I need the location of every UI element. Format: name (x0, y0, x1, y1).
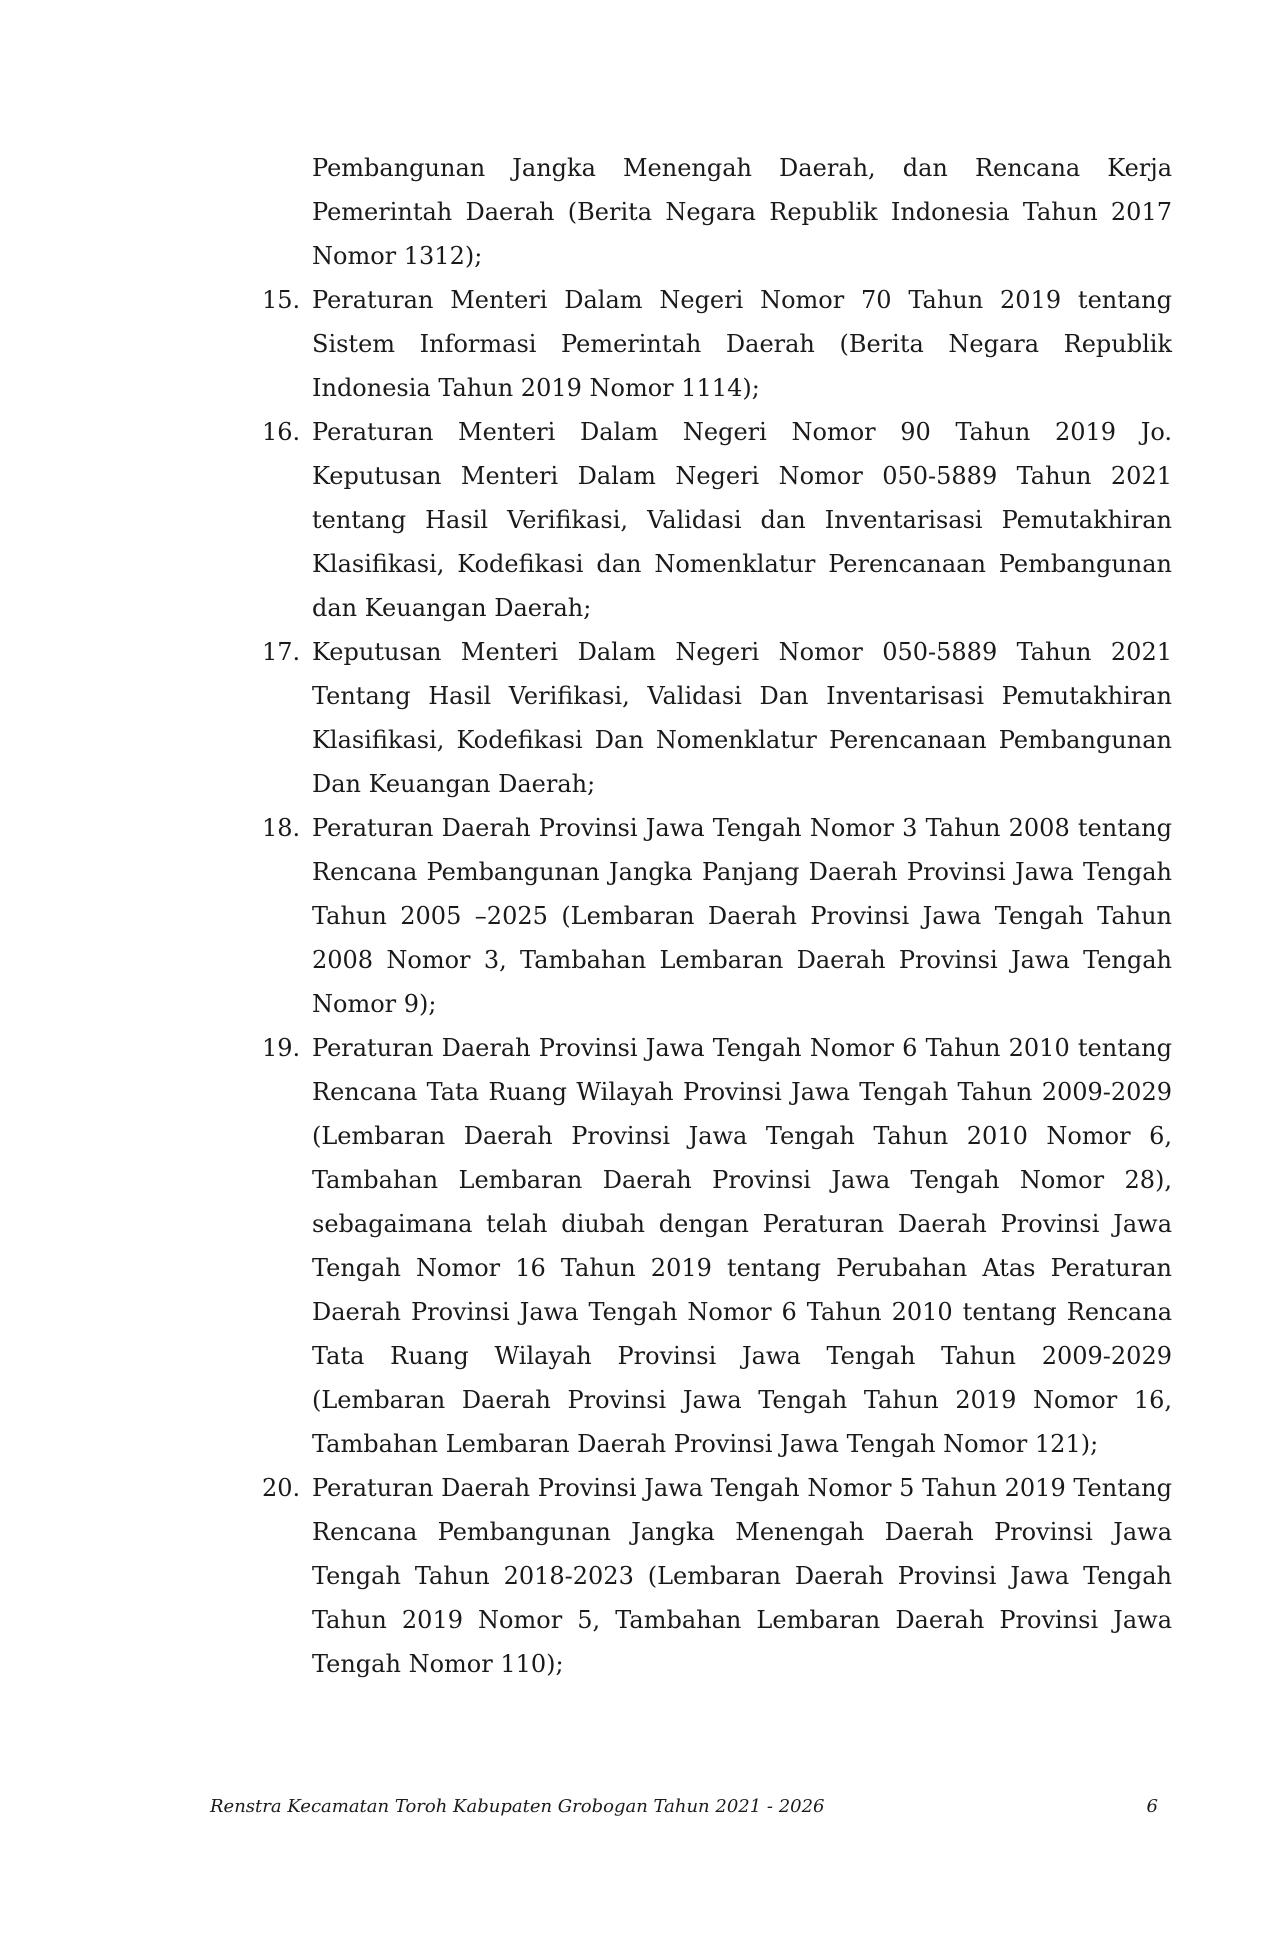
page-footer (210, 1796, 1158, 1817)
list-item (262, 806, 1172, 1026)
document-body (262, 146, 1172, 1686)
list-item-text: Peraturan Daerah Provinsi Jawa Tengah Nomor 3 Tahun 2008 tentang Rencana Pembangunan Jangka Panjang Daerah Provinsi Jawa Tengah Tahun 2005 –2025 (Lembaran Daerah Provinsi Jawa Tengah Tahun 2008 Nomor 3, Tambahan Lembaran Daerah Provinsi Jawa Tengah Nomor 9); (312, 814, 1172, 1018)
list-item-number: 16. (262, 418, 301, 446)
list-item (262, 1466, 1172, 1686)
list-item-text: Peraturan Menteri Dalam Negeri Nomor 70 Tahun 2019 tentang Sistem Informasi Pemerintah Daerah (Berita Negara Republik Indonesia Tahun 2019 Nomor 1114); (312, 286, 1172, 402)
list-item-number: 17. (262, 638, 301, 666)
list-item-text: Peraturan Daerah Provinsi Jawa Tengah Nomor 6 Tahun 2010 tentang Rencana Tata Ruang Wilayah Provinsi Jawa Tengah Tahun 2009-2029 (Lembaran Daerah Provinsi Jawa Tengah Tahun 2010 Nomor 6, Tambahan Lembaran Daerah Provinsi Jawa Tengah Nomor 28), sebagaimana telah diubah dengan Peraturan Daerah Provinsi Jawa Tengah Nomor 16 Tahun 2019 tentang Perubahan Atas Peraturan Daerah Provinsi Jawa Tengah Nomor 6 Tahun 2010 tentang Rencana Tata Ruang Wilayah Provinsi Jawa Tengah Tahun 2009-2029 (Lembaran Daerah Provinsi Jawa Tengah Tahun 2019 Nomor 16, Tambahan Lembaran Daerah Provinsi Jawa Tengah Nomor 121); (312, 1034, 1172, 1458)
list-item-text: Keputusan Menteri Dalam Negeri Nomor 050-5889 Tahun 2021 Tentang Hasil Verifikasi, Validasi Dan Inventarisasi Pemutakhiran Klasifikasi, Kodefikasi Dan Nomenklatur Perencanaan Pembangunan Dan Keuangan Daerah; (312, 638, 1172, 798)
footer-document-title: Renstra Kecamatan Toroh Kabupaten Grobogan Tahun 2021 - 2026 (210, 1796, 825, 1817)
list-item-text: Peraturan Daerah Provinsi Jawa Tengah Nomor 5 Tahun 2019 Tentang Rencana Pembangunan Jangka Menengah Daerah Provinsi Jawa Tengah Tahun 2018-2023 (Lembaran Daerah Provinsi Jawa Tengah Tahun 2019 Nomor 5, Tambahan Lembaran Daerah Provinsi Jawa Tengah Nomor 110); (312, 1474, 1172, 1678)
list-item (262, 410, 1172, 630)
list-item-number: 19. (262, 1034, 301, 1062)
list-item-number: 18. (262, 814, 301, 842)
list-item (262, 278, 1172, 410)
list-item-number: 20. (262, 1474, 301, 1502)
list-item-text: Peraturan Menteri Dalam Negeri Nomor 90 Tahun 2019 Jo. Keputusan Menteri Dalam Negeri Nomor 050-5889 Tahun 2021 tentang Hasil Verifikasi, Validasi dan Inventarisasi Pemutakhiran Klasifikasi, Kodefikasi dan Nomenklatur Perencanaan Pembangunan dan Keuangan Daerah; (312, 418, 1172, 622)
footer-page-number: 6 (1146, 1796, 1158, 1817)
list-item-number: 15. (262, 286, 301, 314)
continuation-paragraph: Pembangunan Jangka Menengah Daerah, dan Rencana Kerja Pemerintah Daerah (Berita Negara Republik Indonesia Tahun 2017 Nomor 1312); (312, 154, 1172, 270)
list-item (262, 630, 1172, 806)
list-item (262, 1026, 1172, 1466)
